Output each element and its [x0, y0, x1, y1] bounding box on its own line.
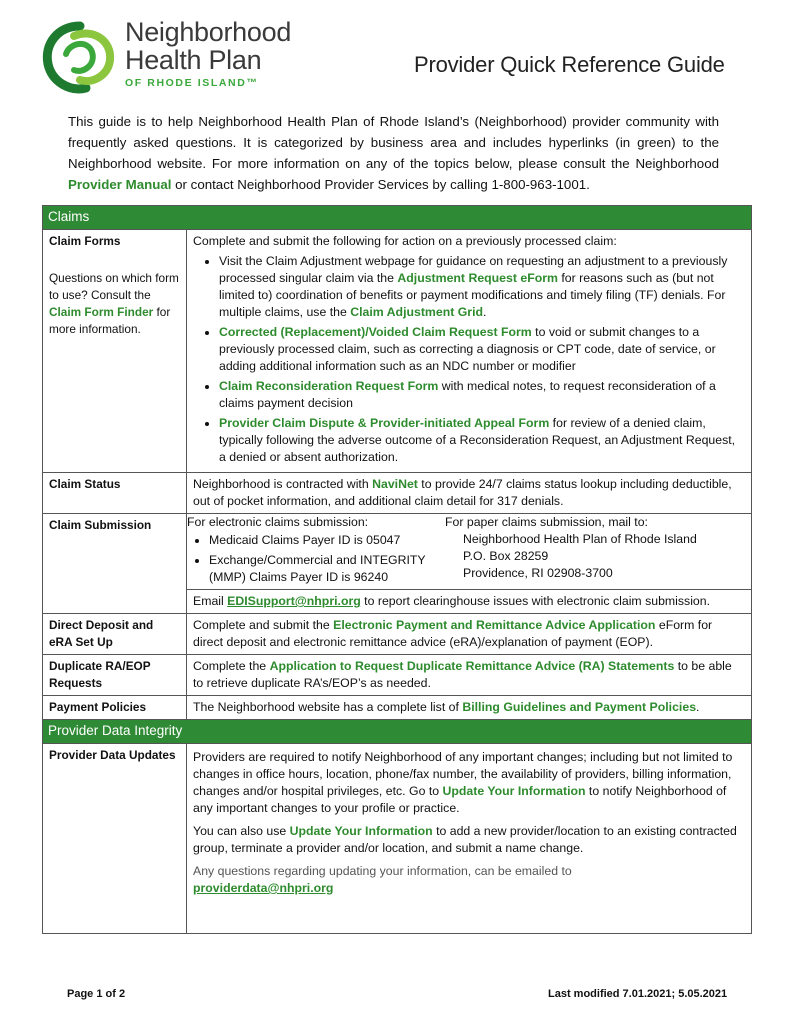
pdi-paragraph-3: Any questions regarding updating your information, can be emailed to	[193, 864, 572, 878]
last-modified: Last modified 7.01.2021; 5.05.2021	[548, 988, 728, 1000]
payment-policies-content: The Neighborhood website has a complete list of Billing Guidelines and Payment Policies.	[187, 696, 752, 720]
claim-submission-label: Claim Submission	[43, 514, 187, 614]
corrected-voided-claim-form-link[interactable]: Corrected (Replacement)/Voided Claim Request Form	[219, 325, 532, 339]
edi-support-email-link[interactable]: EDISupport@nhpri.org	[227, 594, 361, 608]
pdi-paragraph-2: You can also use Update Your Information to add a new provider/location to an existing contracted group, terminate a provider and/or location, and submit a name change.	[193, 824, 737, 855]
providerdata-email-link[interactable]: providerdata@nhpri.org	[193, 881, 334, 895]
navinet-link[interactable]: NaviNet	[372, 477, 418, 491]
paper-submission-lead: For paper claims submission, mail to:	[445, 515, 648, 529]
list-item: • Claim Reconsideration Request Form with medical notes, to request reconsideration of a claims payment decision	[219, 378, 745, 412]
list-item: • Provider Claim Dispute & Provider-initiated Appeal Form for review of a denied claim, typically following the adverse outcome of a Reconsideration Request, an Adjustment Request, a denied or absent authorization.	[219, 415, 745, 466]
org-name-line3: OF RHODE ISLAND™	[125, 77, 259, 89]
paper-submission	[445, 514, 751, 589]
document-title: Provider Quick Reference Guide	[414, 52, 725, 77]
claim-forms-list	[193, 253, 745, 466]
update-your-information-link-2[interactable]: Update Your Information	[289, 824, 433, 838]
provider-data-updates-label: Provider Data Updates	[43, 744, 187, 934]
page-number: Page 1 of 2	[67, 988, 126, 1000]
list-item: • Corrected (Replacement)/Voided Claim Request Form to void or submit changes to a previously processed claim, such as correcting a diagnosis or CPT code, date of service, or adding additional information such as an NDC number or modifier	[219, 324, 745, 375]
logo-mark-icon	[40, 18, 120, 98]
provider-data-integrity-section-header: Provider Data Integrity	[43, 720, 752, 744]
duplicate-ra-label: Duplicate RA/EOP Requests	[43, 655, 187, 696]
claim-forms-label-cell	[43, 230, 187, 473]
billing-guidelines-link[interactable]: Billing Guidelines and Payment Policies	[462, 700, 697, 714]
mail-address-line: Providence, RI 02908-3700	[463, 566, 613, 580]
claim-forms-lead: Complete and submit the following for action on a previously processed claim:	[193, 234, 617, 248]
claim-forms-content	[187, 230, 752, 473]
payment-policies-label: Payment Policies	[43, 696, 187, 720]
edi-support-note: Email EDISupport@nhpri.org to report clearinghouse issues with electronic claim submission.	[187, 590, 752, 614]
claims-section-header: Claims	[43, 206, 752, 230]
claim-form-finder-link[interactable]: Claim Form Finder	[49, 305, 154, 319]
electronic-submission	[187, 514, 445, 589]
list-item: • Exchange/Commercial and INTEGRITY (MMP) Claims Payer ID is 96240	[209, 552, 445, 586]
table-row	[43, 614, 752, 655]
duplicate-ra-content: Complete the Application to Request Duplicate Remittance Advice (RA) Statements to be able to retrieve duplicate RA’s/EOP’s as needed.	[187, 655, 752, 696]
intro-paragraph	[68, 111, 719, 195]
claim-forms-label: Claim Forms	[49, 234, 121, 248]
claim-status-content: Neighborhood is contracted with NaviNet to provide 24/7 claims status lookup including deductible, out of pocket information, and additional claim detail for 317 denials.	[187, 473, 752, 514]
provider-manual-link[interactable]: Provider Manual	[68, 177, 172, 192]
electronic-payment-application-link[interactable]: Electronic Payment and Remittance Advice Application	[333, 618, 656, 632]
adjustment-request-eform-link[interactable]: Adjustment Request eForm	[397, 271, 558, 285]
mail-address-line: Neighborhood Health Plan of Rhode Island	[463, 532, 697, 546]
org-name-line2: Health Plan	[125, 45, 262, 75]
direct-deposit-content: Complete and submit the Electronic Payment and Remittance Advice Application eForm for direct deposit and electronic remittance advice (eRA)/explanation of payment (EOP).	[187, 614, 752, 655]
duplicate-ra-application-link[interactable]: Application to Request Duplicate Remittance Advice (RA) Statements	[269, 659, 675, 673]
logo	[40, 18, 330, 98]
table-row	[43, 230, 752, 473]
claim-status-label: Claim Status	[43, 473, 187, 514]
mail-address-line: P.O. Box 28259	[463, 549, 549, 563]
provider-data-updates-content	[187, 744, 752, 934]
table-row	[43, 696, 752, 720]
direct-deposit-label: Direct Deposit and eRA Set Up	[43, 614, 187, 655]
list-item: • Visit the Claim Adjustment webpage for guidance on requesting an adjustment to a previously processed singular claim via the Adjustment Request eForm for reasons such as (but not limited to) coordination of benefits or payment modifications and timely filing (TF) denials. For multiple claims, use the Claim Adjustment Grid.	[219, 253, 745, 321]
pdi-paragraph-1: Providers are required to notify Neighborhood of any important changes; including but not limited to changes in office hours, location, phone/fax number, the availability of providers, billing information, changes and/or hospital privileges, etc. Go to Update Your Information to notify Neighborhood of any important changes to your profile or practice.	[193, 750, 733, 815]
table-row	[43, 744, 752, 934]
claim-dispute-appeal-form-link[interactable]: Provider Claim Dispute & Provider-initiated Appeal Form	[219, 416, 550, 430]
intro-text-2: or contact Neighborhood Provider Services by calling 1-800-963-1001.	[171, 177, 590, 192]
claim-submission-split	[187, 514, 752, 590]
table-row	[43, 473, 752, 514]
table-row	[43, 655, 752, 696]
claim-forms-note: Questions on which form to use? Consult the Claim Form Finder for more information.	[49, 271, 179, 336]
table-row	[43, 514, 752, 590]
update-your-information-link[interactable]: Update Your Information	[442, 784, 586, 798]
intro-text-1: This guide is to help Neighborhood Health Plan of Rhode Island’s (Neighborhood) provider community with frequently asked questions. It is categorized by business area and includes hyperlinks (in green) to the Neighborhood website. For more information on any of the topics below, please consult the Neighborhood	[68, 114, 719, 171]
list-item: • Medicaid Claims Payer ID is 05047	[209, 532, 445, 549]
claim-reconsideration-form-link[interactable]: Claim Reconsideration Request Form	[219, 379, 439, 393]
reference-table	[42, 205, 752, 934]
electronic-submission-lead: For electronic claims submission:	[187, 515, 369, 529]
claim-adjustment-grid-link[interactable]: Claim Adjustment Grid	[350, 305, 484, 319]
org-name-line1: Neighborhood	[125, 17, 292, 47]
